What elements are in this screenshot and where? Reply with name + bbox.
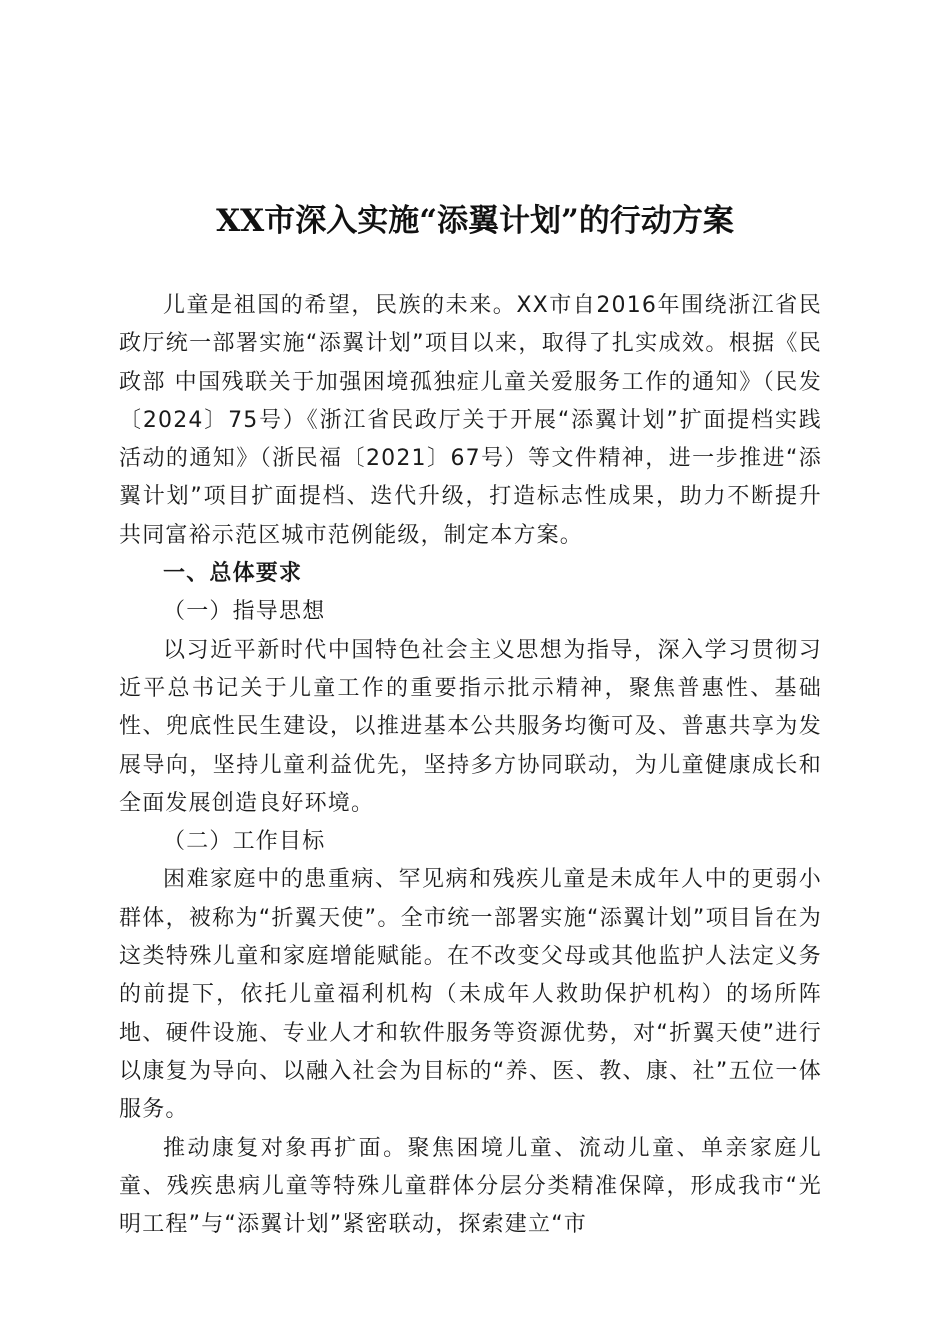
expansion-paragraph: 推动康复对象再扩面。聚焦困境儿童、流动儿童、单亲家庭儿童、残疾患病儿童等特殊儿童群体分层分类精准保障，形成我市“光明工程”与“添翼计划”紧密联动，探索建立“市 bbox=[119, 1135, 822, 1238]
document-title: XX市深入实施“添翼计划”的行动方案 bbox=[216, 203, 734, 239]
guiding-ideology-paragraph: 以习近平新时代中国特色社会主义思想为指导，深入学习贯彻习近平总书记关于儿童工作的重要指示批示精神，聚焦普惠性、基础性、兜底性民生建设，以推进基本公共服务均衡可及、普惠共享为发展导向，坚持儿童利益优先，坚持多方协同联动，为儿童健康成长和全面发展创造良好环境。 bbox=[119, 637, 822, 816]
intro-paragraph: 儿童是祖国的希望，民族的未来。XX市自2016年围绕浙江省民政厅统一部署实施“添翼计划”项目以来，取得了扎实成效。根据《民政部 中国残联关于加强困境孤独症儿童关爱服务工作的通知》（民发〔2024〕75号）《浙江省民政厅关于开展“添翼计划”扩面提档实践活动的通知》（浙民福〔2021〕67号）等文件精神，进一步推进“添翼计划”项目扩面提档、迭代升级，打造标志性成果，助力不断提升共同富裕示范区城市范例能级，制定本方案。 bbox=[119, 293, 822, 548]
subsection-heading-work-goals: （二）工作目标 bbox=[163, 829, 326, 855]
work-goals-paragraph: 困难家庭中的患重病、罕见病和残疾儿童是未成年人中的更弱小群体，被称为“折翼天使”。全市统一部署实施“添翼计划”项目旨在为这类特殊儿童和家庭增能赋能。在不改变父母或其他监护人法定义务的前提下，依托儿童福利机构（未成年人救助保护机构）的场所阵地、硬件设施、专业人才和软件服务等资源优势，对“折翼天使”进行以康复为导向、以融入社会为目标的“养、医、教、康、社”五位一体服务。 bbox=[119, 867, 822, 1123]
section-heading-general-requirements: 一、总体要求 bbox=[163, 561, 303, 587]
subsection-heading-guiding-ideology: （一）指导思想 bbox=[163, 599, 326, 625]
document-body bbox=[119, 287, 822, 1244]
